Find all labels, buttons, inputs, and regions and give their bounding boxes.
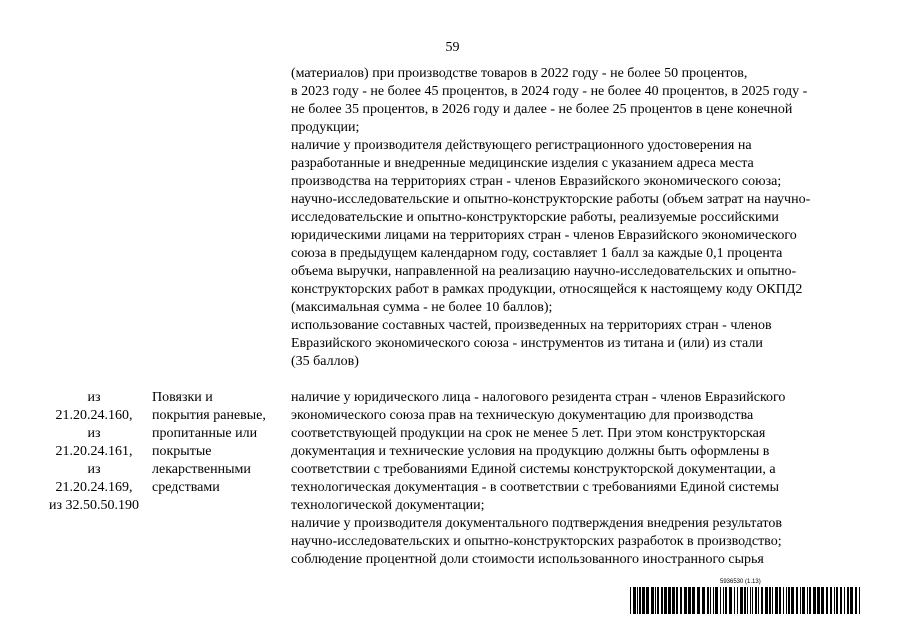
code-line: 21.20.24.160, (55, 408, 133, 423)
barcode-bar (826, 587, 828, 614)
text-line: (35 баллов) (291, 354, 359, 369)
text-line: технологической документации; (291, 498, 485, 513)
name-line: покрытые (152, 444, 212, 459)
barcode-bar (840, 587, 842, 614)
text-line: соответствии с требованиями Единой системы конструкторской документации, а (291, 462, 776, 477)
barcode-bar (769, 587, 771, 614)
barcode-bar (800, 587, 801, 614)
barcode-bar (664, 587, 667, 614)
text-line: использование составных частей, произведенных на территориях стран - членов (291, 318, 772, 333)
barcode-bar (802, 587, 805, 614)
name-line: лекарственными (152, 462, 251, 477)
text-line: экономического союза прав на техническую документацию для производства (291, 408, 754, 423)
barcode-bar (680, 587, 682, 614)
text-line: союза в предыдущем календарном году, составляет 1 балл за каждые 0,1 процента (291, 246, 783, 261)
barcode-bar (668, 587, 671, 614)
text-line: конструкторских работ в рамках продукции, относящейся к настоящему коду ОКПД2 (291, 282, 803, 297)
text-line: Евразийского экономического союза - инструментов из титана и (или) из стали (291, 336, 763, 351)
name-line: средствами (152, 480, 220, 495)
barcode-bar (657, 587, 659, 614)
barcode-bar (836, 587, 838, 614)
barcode-bar (697, 587, 700, 614)
barcode-bar (772, 587, 773, 614)
code-line: из (87, 390, 101, 405)
barcode-bar (834, 587, 835, 614)
text-line: наличие у юридического лица - налогового резидента стран - членов Евразийского (291, 390, 786, 405)
text-line: производства на территориях стран - членов Евразийского экономического союза; (291, 174, 782, 189)
barcode-bar (713, 587, 714, 614)
barcode-bar (729, 587, 732, 614)
text-line: (максимальная сумма - не более 10 баллов); (291, 300, 553, 315)
barcode-bar (710, 587, 711, 614)
barcode-bar (676, 587, 678, 614)
barcode-bar (750, 587, 751, 614)
text-line: соблюдение процентной доли стоимости использованного иностранного сырья (291, 552, 764, 567)
barcode-bar (859, 587, 860, 614)
barcode-bar (651, 587, 654, 614)
barcode-bar (847, 587, 849, 614)
barcode-image (630, 587, 862, 614)
barcode-bar (637, 587, 638, 614)
text-line: (материалов) при производстве товаров в 2022 году - не более 50 процентов, (291, 66, 748, 81)
barcode-bar (661, 587, 663, 614)
barcode-bar (755, 587, 757, 614)
barcode-bar (765, 587, 768, 614)
barcode-bar (779, 587, 781, 614)
barcode-bar (723, 587, 724, 614)
barcode-bar (688, 587, 691, 614)
name-line: пропитанные или (152, 426, 258, 441)
barcode-bar (844, 587, 845, 614)
barcode-bar (747, 587, 748, 614)
barcode-bar (715, 587, 718, 614)
barcode-bar (740, 587, 743, 614)
text-line: наличие у производителя документального подтверждения внедрения результатов (291, 516, 782, 531)
barcode-bar (737, 587, 738, 614)
text-line: исследовательские и опытно-конструкторские работы, реализуемые российскими (291, 210, 779, 225)
barcode-bar (821, 587, 824, 614)
page-number: 59 (445, 40, 460, 55)
barcode-bar (752, 587, 753, 614)
barcode-bar (702, 587, 705, 614)
barcode-bar (734, 587, 735, 614)
barcode-bar (809, 587, 811, 614)
barcode-bar (655, 587, 656, 614)
text-line: научно-исследовательских и опытно-конструкторских разработок в производство; (291, 534, 782, 549)
barcode-bar (642, 587, 645, 614)
text-line: юридическими лицами на территориях стран - членов Евразийского экономического (291, 228, 797, 243)
barcode-bar (783, 587, 784, 614)
text-line: технологическая документация - в соответствии с требованиями Единой системы (291, 480, 780, 495)
barcode-bar (850, 587, 853, 614)
text-line: соответствующей продукции на срок не менее 5 лет. При этом конструкторская (291, 426, 766, 441)
barcode-bar (775, 587, 778, 614)
barcode-bar (817, 587, 820, 614)
barcode-bar (758, 587, 759, 614)
code-line: из 32.50.50.190 (48, 498, 140, 513)
barcode-bar (796, 587, 798, 614)
barcode-bar (761, 587, 763, 614)
code-line: 21.20.24.169, (55, 480, 133, 495)
text-line: продукции; (291, 120, 360, 135)
barcode-bar (672, 587, 675, 614)
barcode-label: 5936530 (1.13) (720, 579, 761, 585)
barcode-bar (725, 587, 727, 614)
barcode-bar (684, 587, 687, 614)
barcode-bar (807, 587, 808, 614)
barcode-bar (639, 587, 641, 614)
text-line: объема выручки, направленной на реализацию научно-исследовательских и опытно- (291, 264, 797, 279)
code-line: из (87, 462, 101, 477)
text-line: наличие у производителя действующего регистрационного удостоверения на (291, 138, 752, 153)
barcode-bar (744, 587, 746, 614)
code-line: из (87, 426, 101, 441)
barcode-bar (646, 587, 649, 614)
name-line: Повязки и (152, 390, 213, 405)
barcode-bar (855, 587, 857, 614)
name-line: покрытия раневые, (152, 408, 266, 423)
text-line: документация и технические условия на продукцию должны быть оформлены в (291, 444, 770, 459)
barcode-bar (791, 587, 794, 614)
barcode-bar (788, 587, 790, 614)
barcode-bar (813, 587, 816, 614)
barcode-bar (630, 587, 631, 614)
barcode-bar (786, 587, 787, 614)
text-line: в 2023 году - не более 45 процентов, в 2024 году - не более 40 процентов, в 2025 году - (291, 84, 808, 99)
barcode-bar (692, 587, 695, 614)
barcode-bar (720, 587, 721, 614)
barcode-bar (830, 587, 832, 614)
text-line: научно-исследовательские и опытно-конструкторские работы (объем затрат на научно- (291, 192, 811, 207)
barcode-bar (707, 587, 709, 614)
text-line: разработанные и внедренные медицинские изделия с указанием адреса места (291, 156, 754, 171)
barcode-bar (633, 587, 636, 614)
code-line: 21.20.24.161, (55, 444, 133, 459)
text-line: не более 35 процентов, в 2026 году и далее - не более 25 процентов в цене конечной (291, 102, 793, 117)
